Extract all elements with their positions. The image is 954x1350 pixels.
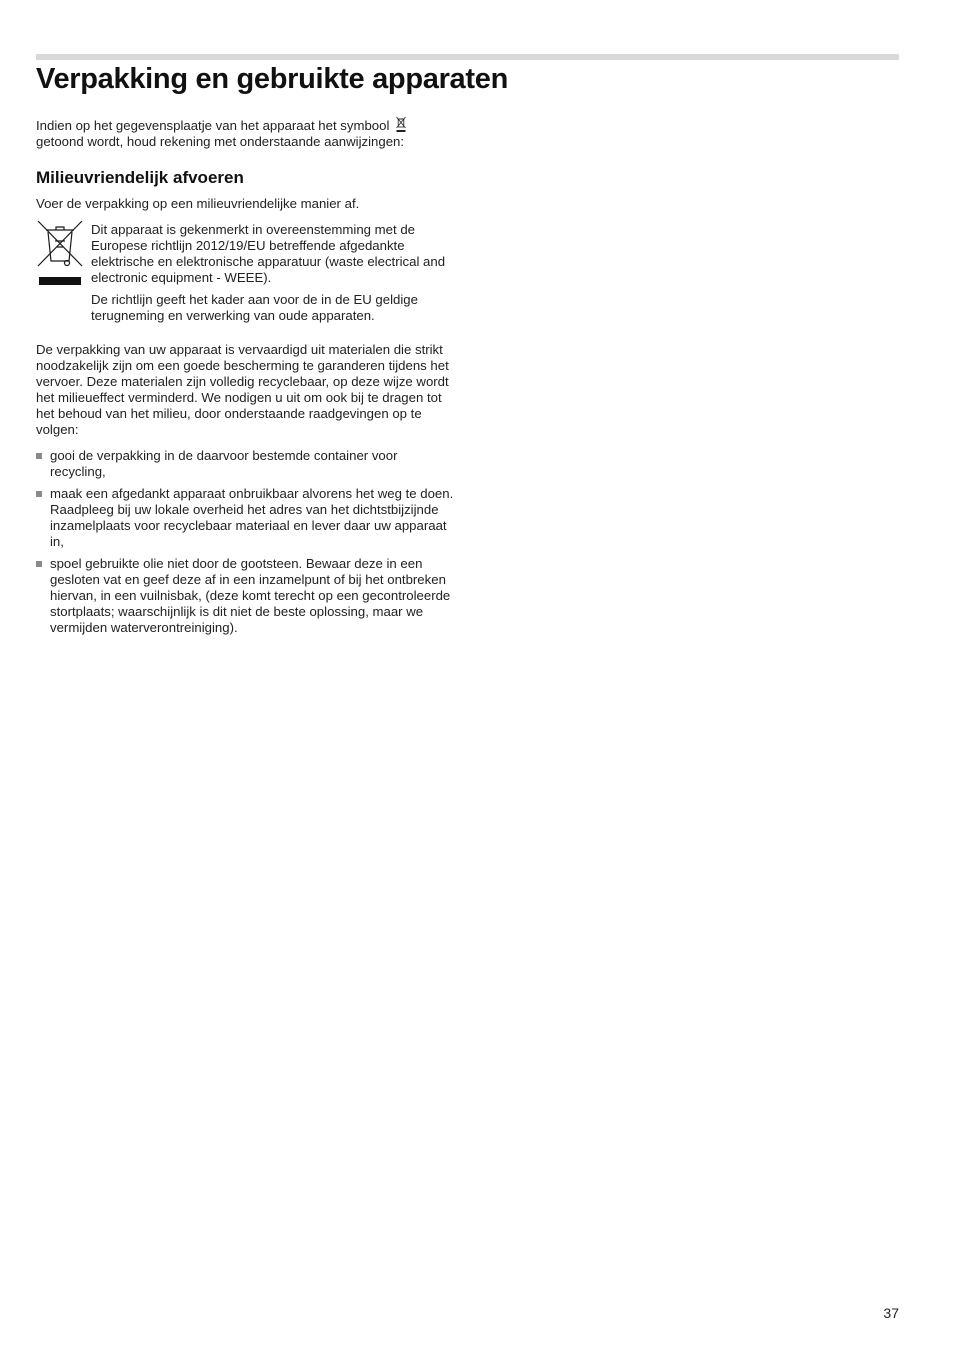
intro-paragraph [36,116,456,150]
square-bullet-icon [36,491,42,497]
page-title: Verpakking en gebruikte apparaten [36,63,508,95]
packaging-paragraph: De verpakking van uw apparaat is vervaardigd uit materialen die strikt noodzakelijk zijn om een goede bescherming te garanderen tijdens het vervoer. Deze materialen zijn volledig recyclebaar, op deze wijze wordt het milieueffect verminderd. We nodigen u uit om ook bij te dragen tot het behoud van het milieu, door onderstaande raadgevingen op te volgen: [36,342,449,437]
list-item [36,486,456,550]
crossed-bin-icon [36,219,84,287]
square-bullet-icon [36,453,42,459]
weee-block [36,222,456,324]
intro-line-2: getoond wordt, houd rekening met onderstaande aanwijzingen: [36,134,405,149]
list-item-text: spoel gebruikte olie niet door de gootsteen. Bewaar deze in een gesloten vat en geef deze af in een inzamelpunt of bij het ontbreken hiervan, in een vuilnisbak, (deze komt terecht op een gecontroleerde stortplaats; waarschijnlijk is dit niet de beste oplossing, maar we vermijden waterverontreiniging). [50,556,451,635]
list-item-text: maak een afgedankt apparaat onbruikbaar alvorens het weg te doen. Raadpleeg bij uw lokale overheid het adres van het dichtstbijzijnde inzamelplaats voor recyclebaar materiaal en lever daar uw apparaat in, [50,486,454,549]
weee-paragraph-2: De richtlijn geeft het kader aan voor de in de EU geldige terugneming en verwerking van oude apparaten. [91,292,418,323]
advice-list [36,448,456,636]
crossed-bin-icon [395,116,407,133]
square-bullet-icon [36,561,42,567]
list-item [36,556,456,636]
content-column [36,116,456,642]
list-item [36,448,456,480]
list-item-text: gooi de verpakking in de daarvoor bestemde container voor recycling, [50,448,398,479]
page-number: 37 [883,1305,899,1321]
section-heading: Milieuvriendelijk afvoeren [36,168,244,187]
section-intro: Voer de verpakking op een milieuvriendelijke manier af. [36,196,360,211]
weee-paragraph-1: Dit apparaat is gekenmerkt in overeenstemming met de Europese richtlijn 2012/19/EU betreffende afgedankte elektrische en elektronische apparatuur (waste electrical and electronic equipment - WEEE). [91,222,446,285]
intro-line-1: Indien op het gegevensplaatje van het apparaat het symbool [36,118,390,133]
